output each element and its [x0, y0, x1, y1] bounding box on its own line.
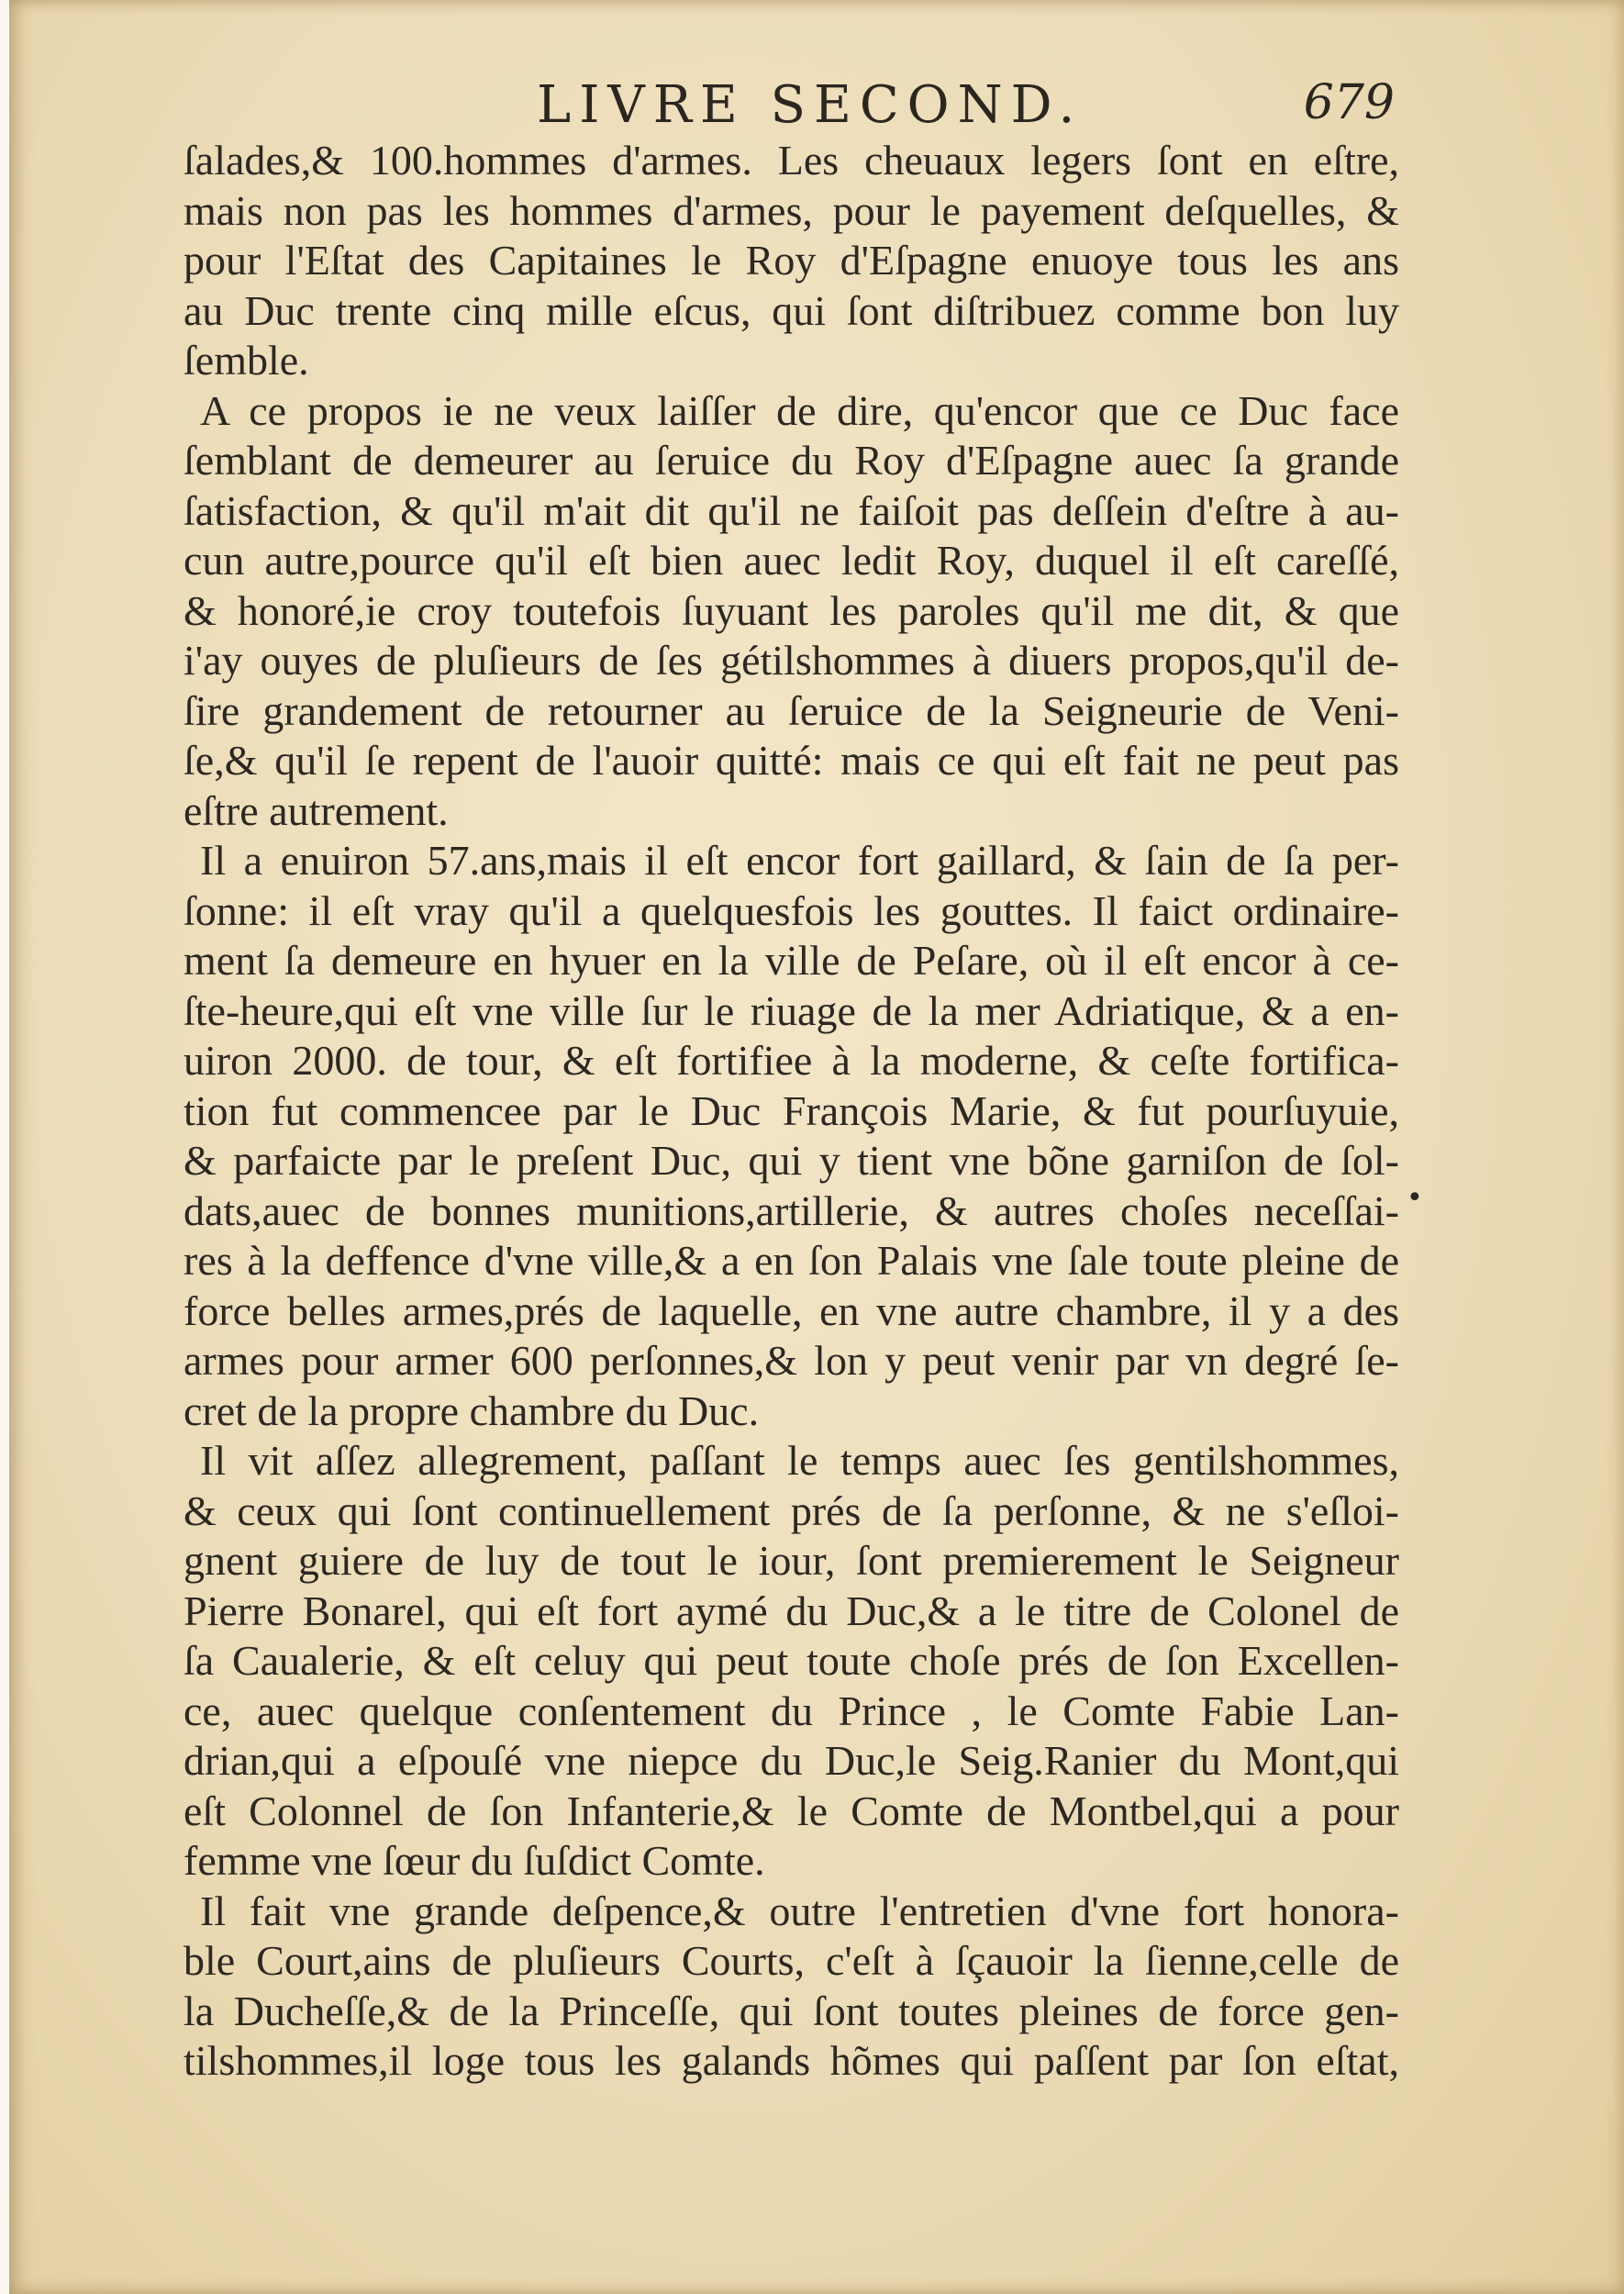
text-line: ſalades,& 100.hommes d'armes. Les cheuaux legers ſont en eſtre, [184, 137, 1399, 184]
text-line: gnent guiere de luy de tout le iour, ſont premierement le Seigneur [184, 1537, 1399, 1584]
text-line: ſemblant de demeurer au ſeruice du Roy d'Eſpagne auec ſa grande [184, 437, 1399, 484]
text-line: cret de la propre chambre du Duc. [184, 1386, 760, 1434]
text-line: ſire grandement de retourner au ſeruice de la Seigneurie de Veni- [184, 686, 1399, 734]
text-line: mais non pas les hommes d'armes, pour le payement deſquelles, & [184, 186, 1399, 234]
text-line: Il a enuiron 57.ans,mais il eſt encor fort gaillard, & ſain de ſa per- [200, 837, 1399, 884]
text-line: la Ducheſſe,& de la Princeſſe, qui ſont toutes pleines de force gen- [184, 1987, 1399, 2034]
text-line: ſonne: il eſt vray qu'il a quelquesfois les gouttes. Il faict ordinaire- [184, 886, 1399, 934]
text-line: A ce propos ie ne veux laiſſer de dire, qu'encor que ce Duc face [200, 386, 1399, 434]
text-line: au Duc trente cinq mille eſcus, qui ſont diſtribuez comme bon luy [184, 286, 1399, 334]
text-line: ſte-heure,qui eſt vne ville ſur le riuage de la mer Adriatique, & a en- [184, 986, 1399, 1034]
text-line: cun autre,pource qu'il eſt bien auec ledit Roy, duquel il eſt careſſé, [184, 537, 1399, 584]
text-line: armes pour armer 600 perſonnes,& lon y peut venir par vn degré ſe- [184, 1337, 1399, 1384]
text-line: Il vit aſſez allegrement, paſſant le temps auec ſes gentilshommes, [200, 1437, 1399, 1484]
page-number: 679 [1303, 75, 1395, 130]
text-line: ble Court,ains de pluſieurs Courts, c'eſt à ſçauoir la ſienne,celle de [184, 1937, 1399, 1984]
text-line: eſtre autrement. [184, 786, 449, 834]
running-title: LIVRE SECOND. [537, 75, 1084, 135]
text-line: pour l'Eſtat des Capitaines le Roy d'Eſpagne enuoye tous les ans [184, 237, 1399, 284]
text-line: ſemble. [184, 337, 309, 384]
page-header [184, 55, 1395, 138]
text-line: & honoré,ie croy toutefois ſuyuant les paroles qu'il me dit, & que [184, 586, 1399, 634]
text-line: & parfaicte par le preſent Duc, qui y tient vne bõne garniſon de ſol- [184, 1137, 1399, 1184]
text-line: ment ſa demeure en hyuer en la ville de Peſare, où il eſt encor à ce- [184, 937, 1399, 984]
text-line: uiron 2000. de tour, & eſt fortifiee à la moderne, & ceſte fortifica- [184, 1037, 1399, 1084]
text-line: ce, auec quelque conſentement du Prince , le Comte Fabie Lan- [184, 1687, 1399, 1734]
text-line: tion fut commencee par le Duc François Marie, & fut pourſuyuie, [184, 1086, 1399, 1134]
page-edge [0, 0, 9, 2294]
text-line: Pierre Bonarel, qui eſt fort aymé du Duc,& a le titre de Colonel de [184, 1587, 1399, 1634]
text-line: dats,auec de bonnes munitions,artillerie, & autres choſes neceſſai- [184, 1186, 1399, 1234]
text-line: Il fait vne grande deſpence,& outre l'entretien d'vne fort honora- [200, 1887, 1399, 1934]
body-text [184, 136, 1399, 2087]
text-line: ſatisfaction, & qu'il m'ait dit qu'il ne faiſoit pas deſſein d'eſtre à au- [184, 486, 1399, 534]
text-line: drian,qui a eſpouſé vne niepce du Duc,le Seig.Ranier du Mont,qui [184, 1737, 1399, 1784]
text-line: eſt Colonnel de ſon Infanterie,& le Comte de Montbel,qui a pour [184, 1787, 1399, 1834]
text-line: ſa Caualerie, & eſt celuy qui peut toute choſe prés de ſon Excellen- [184, 1637, 1399, 1684]
text-line: force belles armes,prés de laquelle, en vne autre chambre, il y a des [184, 1286, 1399, 1334]
text-line: i'ay ouyes de pluſieurs de ſes gétilshommes à diuers propos,qu'il de- [184, 637, 1399, 684]
text-line: & ceux qui ſont continuellement prés de ſa perſonne, & ne s'eſloi- [184, 1487, 1399, 1534]
text-line: femme vne ſœur du ſuſdict Comte. [184, 1837, 765, 1884]
text-line: res à la deffence d'vne ville,& a en ſon Palais vne ſale toute pleine de [184, 1237, 1399, 1284]
text-line: tilshommes,il loge tous les galands hõmes qui paſſent par ſon eſtat, [184, 2037, 1399, 2084]
margin-mark: • [1407, 1182, 1423, 1214]
text-line: ſe,& qu'il ſe repent de l'auoir quitté: mais ce qui eſt fait ne peut pas [184, 737, 1399, 784]
